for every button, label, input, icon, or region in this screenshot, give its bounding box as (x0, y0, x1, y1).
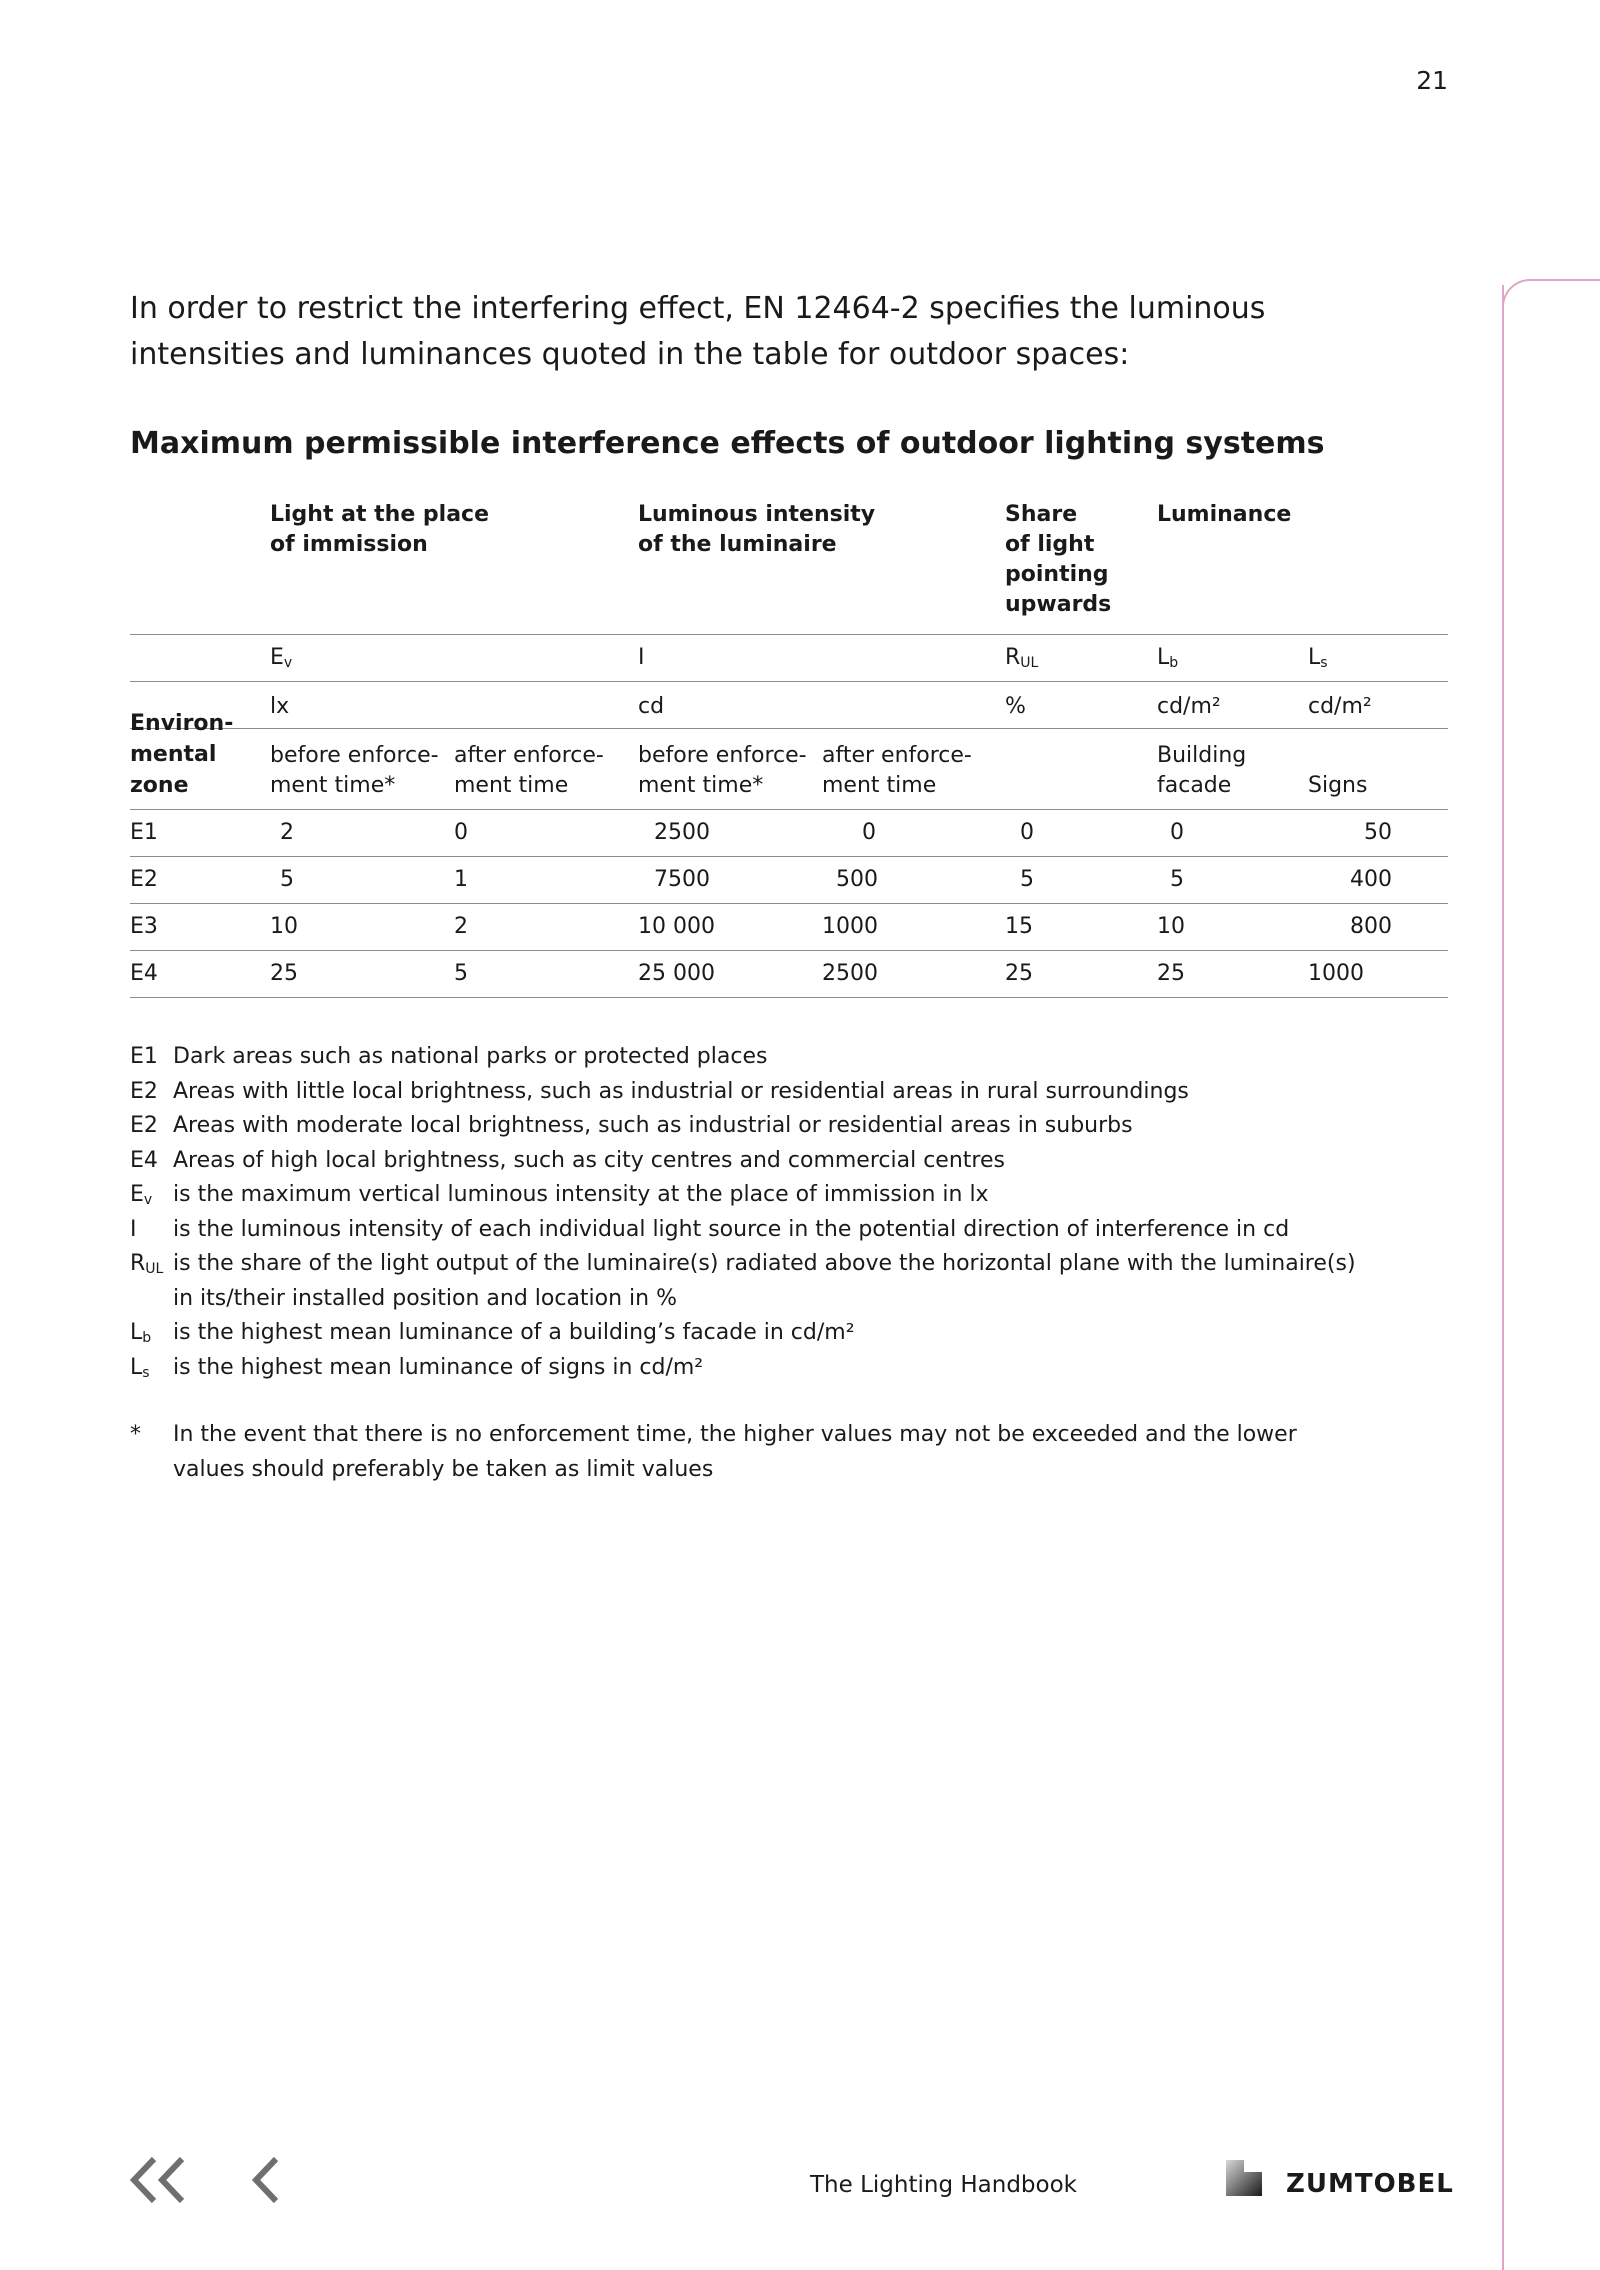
unit-ls: cd/m² (1308, 694, 1372, 719)
legend-item (130, 1075, 1380, 1110)
legend-symbol (130, 1075, 158, 1110)
legend-text: Areas of high local brightness, such as city centres and commercial centres (173, 1147, 1005, 1173)
footnote (130, 1418, 1380, 1487)
ls-cell: 1000 (1308, 961, 1364, 986)
unit-rul: % (1005, 694, 1026, 719)
ev-after-cell: 0 (454, 820, 468, 845)
subheader-line: after enforce- (454, 743, 604, 768)
symbol-rul-base: R (1005, 645, 1021, 670)
footnote-text: values should preferably be taken as limit values (173, 1456, 714, 1482)
subheader-line: before enforce- (638, 743, 807, 768)
legend-symbol-base: E4 (130, 1147, 158, 1173)
subheader-signs (1308, 741, 1367, 801)
ev-after-cell: 5 (454, 961, 468, 986)
legend-item (130, 1109, 1380, 1144)
legend-item (130, 1316, 1380, 1351)
legend-item (130, 1247, 1380, 1316)
legend-item (130, 1213, 1380, 1248)
ev-before-cell: 5 (280, 867, 294, 892)
i-after-cell: 500 (836, 867, 878, 892)
subheader-line: ment time (454, 773, 569, 798)
subheader-after-enforcement-lx (454, 741, 604, 801)
zone-header-line: Environ- (130, 711, 234, 736)
footnote-text: In the event that there is no enforcement time, the higher values may not be exceeded and the lower (173, 1422, 1297, 1447)
zone-cell: E4 (130, 961, 158, 986)
table-row-e2 (130, 857, 1448, 904)
legend-symbol-base: L (130, 1320, 143, 1345)
legend-symbol-base: E (130, 1182, 144, 1207)
header-luminance (1157, 500, 1291, 530)
header-luminous-intensity (638, 500, 875, 560)
chevron-left-icon[interactable] (248, 2155, 282, 2205)
legend-text: is the highest mean luminance of a building’s facade in cd/m² (173, 1320, 855, 1345)
page-edge-line (1502, 285, 1504, 2270)
symbol-ev-sub: v (283, 655, 293, 671)
unit-ev: lx (270, 694, 290, 719)
subheader-line: after enforce- (822, 743, 972, 768)
symbol-ls-base: L (1308, 645, 1321, 670)
header-share-of-light-line: pointing (1005, 562, 1109, 587)
legend-symbol (130, 1316, 151, 1351)
header-share-of-light-line: Share (1005, 502, 1078, 527)
legend-list (130, 1040, 1380, 1385)
header-luminance-line: Luminance (1157, 502, 1292, 527)
table-row-e4 (130, 951, 1448, 998)
symbol-lb-base: L (1157, 645, 1170, 670)
header-luminous-intensity-line: of the luminaire (638, 532, 837, 557)
rul-cell: 25 (1005, 961, 1033, 986)
legend-symbol-base: I (130, 1216, 137, 1242)
legend-symbol (130, 1144, 158, 1179)
brand-logo-text: ZUMTOBEL (1286, 2169, 1454, 2199)
symbol-lb-sub: b (1169, 655, 1179, 671)
i-before-cell: 7500 (654, 867, 710, 892)
i-before-cell: 10 000 (638, 914, 715, 939)
unit-i: cd (638, 694, 665, 719)
zone-cell: E2 (130, 867, 158, 892)
intro-paragraph: In order to restrict the interfering effect, EN 12464-2 specifies the luminous intensities and luminances quoted in the table for outdoor spaces: (130, 291, 1266, 372)
legend-text: is the highest mean luminance of signs in cd/m² (173, 1354, 704, 1380)
header-share-of-light (1005, 500, 1111, 620)
zone-cell: E1 (130, 820, 158, 845)
symbol-rul (1005, 643, 1038, 673)
zone-header-line: mental (130, 742, 217, 767)
zone-cell: E3 (130, 914, 158, 939)
i-after-cell: 1000 (822, 914, 878, 939)
rul-cell: 0 (1020, 820, 1034, 845)
legend-symbol (130, 1040, 158, 1075)
subheader-line: before enforce- (270, 743, 439, 768)
i-after-cell: 0 (862, 820, 876, 845)
lb-cell: 25 (1157, 961, 1185, 986)
subheader-line (1308, 741, 1367, 771)
table-title: Maximum permissible interference effects of outdoor lighting systems (130, 426, 1325, 461)
subheader-before-enforcement-cd (638, 741, 807, 801)
legend-item (130, 1178, 1380, 1213)
subheader-line: ment time* (270, 773, 396, 798)
ls-cell: 800 (1350, 914, 1392, 939)
legend-symbol-sub: UL (145, 1261, 164, 1277)
legend-symbol-base: L (130, 1354, 143, 1380)
page-edge-curve (1502, 279, 1600, 309)
i-before-cell: 25 000 (638, 961, 715, 986)
footnote-asterisk: * (130, 1422, 141, 1447)
header-light-at-place-line: Light at the place (270, 502, 490, 527)
ev-before-cell: 25 (270, 961, 298, 986)
subheader-line: Signs (1308, 773, 1368, 798)
ev-after-cell: 1 (454, 867, 468, 892)
zone-header-line: zone (130, 773, 189, 798)
table-group-header-row (130, 500, 1448, 635)
ev-before-cell: 10 (270, 914, 298, 939)
lb-cell: 0 (1170, 820, 1184, 845)
legend-symbol-sub: s (142, 1364, 150, 1381)
i-after-cell: 2500 (822, 961, 878, 986)
ls-cell: 400 (1350, 867, 1392, 892)
zone-column-header (130, 708, 233, 801)
symbol-ls (1308, 643, 1328, 673)
symbol-i (638, 643, 645, 673)
header-light-at-place (270, 500, 489, 560)
unit-lb: cd/m² (1157, 694, 1221, 719)
symbol-rul-sub: UL (1020, 655, 1039, 671)
table-subheader-row (130, 729, 1448, 810)
subheader-line: ment time* (638, 773, 764, 798)
rul-cell: 5 (1020, 867, 1034, 892)
table-symbol-row (130, 635, 1448, 682)
zumtobel-logo-icon (1226, 2160, 1262, 2196)
header-luminous-intensity-line: Luminous intensity (638, 502, 876, 527)
legend-text: Areas with little local brightness, such as industrial or residential areas in rural surroundings (173, 1078, 1189, 1104)
ls-cell: 50 (1364, 820, 1392, 845)
legend-text: is the maximum vertical luminous intensity at the place of immission in lx (173, 1182, 989, 1207)
interference-table (130, 500, 1448, 998)
legend-symbol (130, 1178, 152, 1213)
footer-title: The Lighting Handbook (810, 2172, 1077, 2198)
legend-symbol-base: E2 (130, 1113, 158, 1138)
legend-symbol (130, 1247, 163, 1282)
page-number: 21 (1416, 66, 1448, 95)
ev-before-cell: 2 (280, 820, 294, 845)
subheader-line: Building (1157, 743, 1247, 768)
subheader-line: ment time (822, 773, 937, 798)
legend-symbol-base: E2 (130, 1078, 158, 1104)
table-unit-row (130, 682, 1448, 729)
legend-symbol (130, 1213, 137, 1248)
rul-cell: 15 (1005, 914, 1033, 939)
legend-symbol-base: E1 (130, 1044, 158, 1069)
legend-symbol-sub: v (143, 1192, 153, 1208)
symbol-ev (270, 643, 292, 673)
legend-symbol-base: R (130, 1251, 146, 1276)
ev-after-cell: 2 (454, 914, 468, 939)
legend-symbol-sub: b (142, 1330, 152, 1346)
symbol-ev-base: E (270, 645, 284, 670)
table-row-e1 (130, 810, 1448, 857)
symbol-ls-sub: s (1320, 655, 1328, 671)
symbol-i-base: I (638, 645, 645, 670)
double-chevron-left-icon[interactable] (128, 2155, 188, 2205)
legend-text: is the share of the light output of the luminaire(s) radiated above the horizontal plane with the luminaire(s) (173, 1251, 1356, 1276)
subheader-line: facade (1157, 773, 1232, 798)
legend-text: in its/their installed position and location in % (173, 1285, 678, 1311)
lb-cell: 5 (1170, 867, 1184, 892)
legend-text: Dark areas such as national parks or protected places (173, 1044, 768, 1069)
legend-item (130, 1351, 1380, 1386)
table-row-e3 (130, 904, 1448, 951)
header-light-at-place-line: of immission (270, 532, 428, 557)
legend-symbol (130, 1109, 158, 1144)
legend-text: is the luminous intensity of each individual light source in the potential direction of interference in cd (173, 1216, 1290, 1242)
header-share-of-light-line: of light (1005, 532, 1095, 557)
footnote-item (130, 1418, 1380, 1487)
subheader-building-facade (1157, 741, 1246, 801)
subheader-before-enforcement-lx (270, 741, 439, 801)
legend-item (130, 1040, 1380, 1075)
legend-symbol (130, 1351, 150, 1386)
lb-cell: 10 (1157, 914, 1185, 939)
i-before-cell: 2500 (654, 820, 710, 845)
subheader-after-enforcement-cd (822, 741, 972, 801)
header-share-of-light-line: upwards (1005, 592, 1112, 617)
legend-item (130, 1144, 1380, 1179)
symbol-lb (1157, 643, 1178, 673)
legend-text: Areas with moderate local brightness, such as industrial or residential areas in suburbs (173, 1113, 1133, 1138)
